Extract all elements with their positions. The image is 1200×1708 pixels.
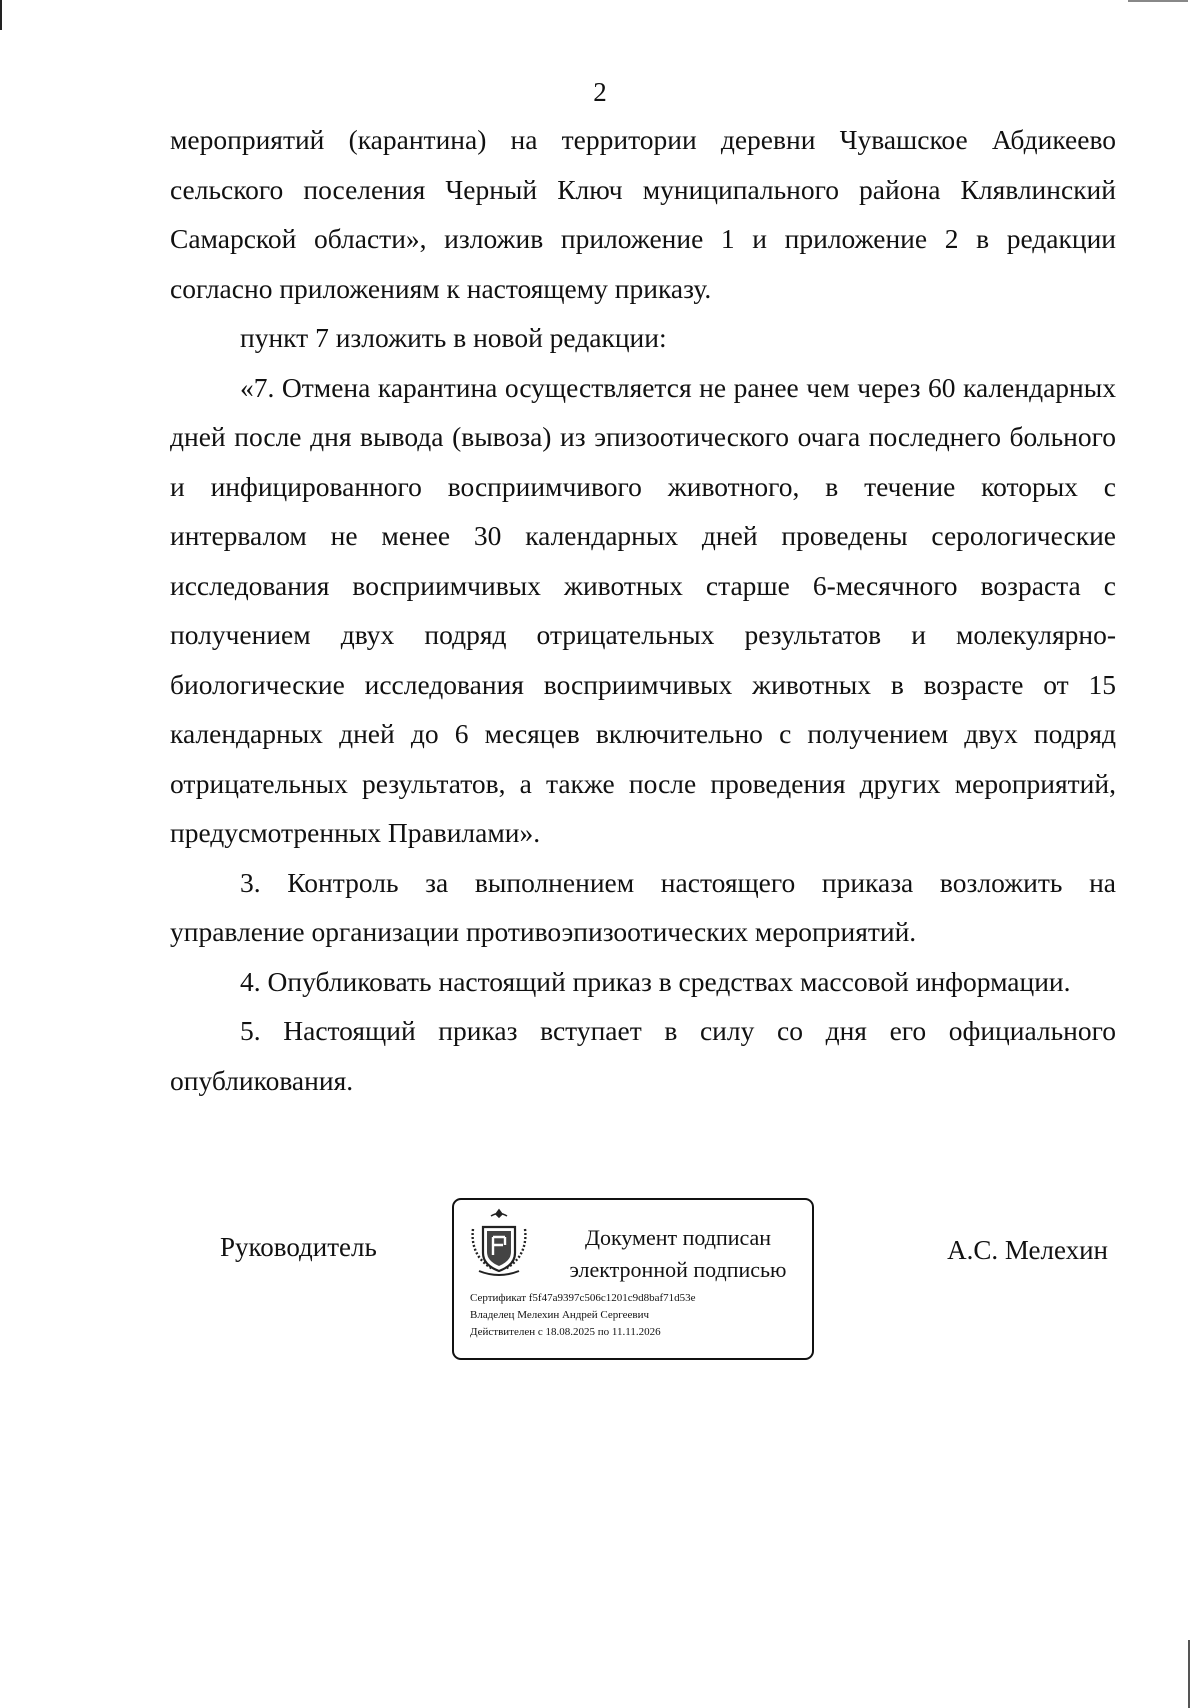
scan-edge-mark-bottom-right xyxy=(1188,1640,1190,1708)
signatory-name: А.С. Мелехин xyxy=(947,1235,1108,1265)
signature-block xyxy=(0,1198,1200,1368)
paragraph-item-5: 5. Настоящий приказ вступает в силу со дня его официального опубликования. xyxy=(170,1015,1116,1096)
paragraph-item-7-text: «7. Отмена карантина осуществляется не ранее чем через 60 календарных дней после дня вывода (вывоза) из эпизоотического очага последнего больного и инфицированного восприимчивого животного, в течение которых с интервалом не менее 30 календарных дней проведены серологические исследования восприимчивых животных старше 6-месячного возраста с получением двух подряд отрицательных результатов и молекулярно-биологические исследования восприимчивых животных в возрасте от 15 календарных дней до 6 месяцев включительно с получением двух подряд отрицательных результатов, а также после проведения других мероприятий, предусмотренных Правилами». xyxy=(170,371,1116,848)
stamp-certificate: Сертификат f5f47a9397c506c1201c9d8baf71d53e xyxy=(470,1292,696,1304)
stamp-validity: Действителен с 18.08.2025 по 11.11.2026 xyxy=(470,1326,661,1338)
scan-edge-mark-left xyxy=(0,0,2,30)
paragraph-item-3: 3. Контроль за выполнением настоящего приказа возложить на управление организации противоэпизоотических мероприятий. xyxy=(170,866,1116,947)
stamp-owner: Владелец Мелехин Андрей Сергеевич xyxy=(470,1309,650,1321)
paragraph-continuation: мероприятий (карантина) на территории деревни Чувашское Абдикеево сельского поселения Черный Ключ муниципального района Клявлинский Самарской области», изложив приложение 1 и приложение 2 в редакции согласно приложениям к настоящему приказу. xyxy=(170,124,1116,304)
page-number: 2 xyxy=(593,77,607,107)
stamp-details xyxy=(470,1290,806,1341)
scan-edge-mark-right xyxy=(1128,0,1188,2)
paragraph-item-7-intro: пункт 7 изложить в новой редакции: xyxy=(240,322,667,353)
paragraph-item-4: 4. Опубликовать настоящий приказ в средствах массовой информации. xyxy=(240,965,1071,997)
stamp-line-2: электронной подписью xyxy=(569,1257,787,1282)
signatory-title: Руководитель xyxy=(220,1232,377,1262)
electronic-signature-stamp xyxy=(452,1198,814,1360)
stamp-heading xyxy=(550,1222,806,1286)
stamp-line-1: Документ подписан xyxy=(584,1225,772,1250)
document-body xyxy=(170,115,1116,1105)
coat-of-arms-icon xyxy=(469,1207,529,1277)
